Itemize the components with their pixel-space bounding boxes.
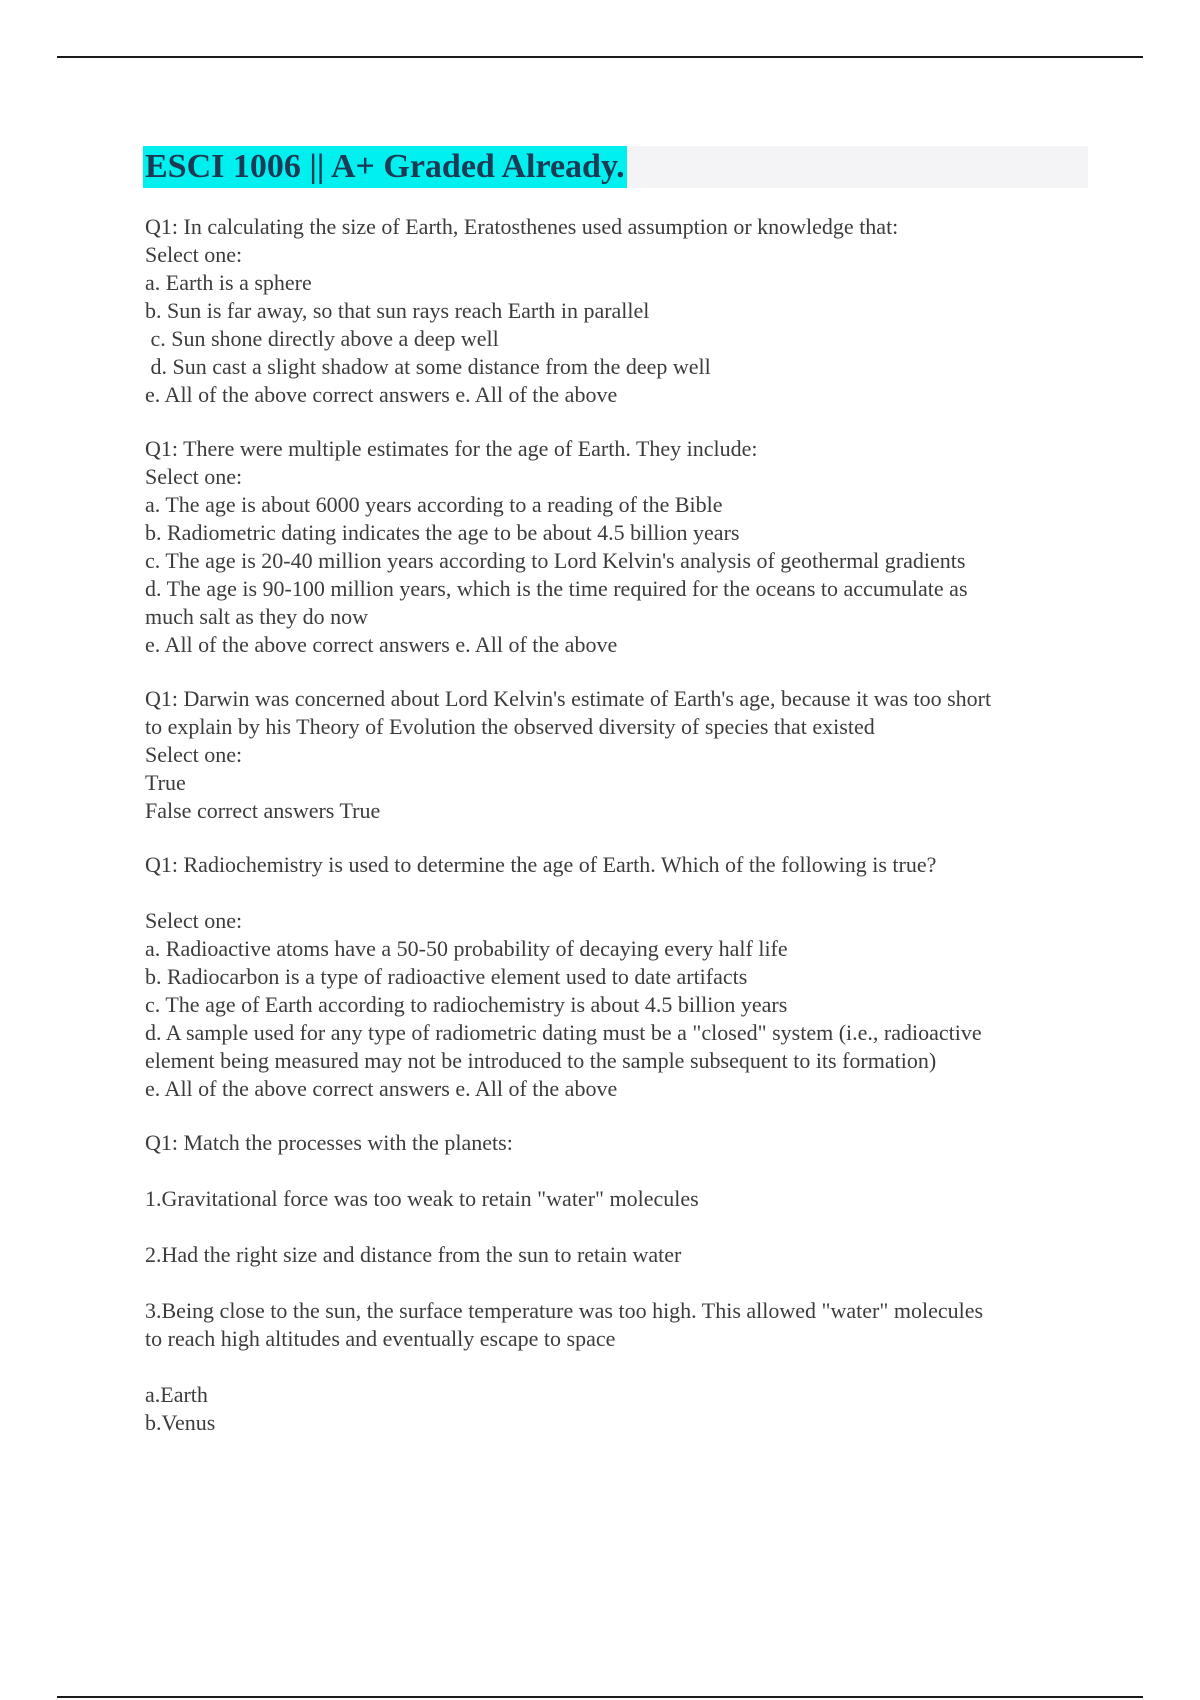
- spacer: [145, 1269, 1090, 1297]
- option-c: c. The age is 20-40 million years according to Lord Kelvin's analysis of geothermal gradients: [145, 548, 966, 573]
- option-false-answer: False correct answers True: [145, 798, 381, 823]
- option-a: a. Radioactive atoms have a 50-50 probability of decaying every half life: [145, 936, 788, 961]
- option-b: b. Radiocarbon is a type of radioactive element used to date artifacts: [145, 964, 748, 989]
- option-e-answer: e. All of the above correct answers e. All of the above: [145, 1076, 618, 1101]
- document-title: ESCI 1006 || A+ Graded Already.: [143, 146, 627, 188]
- process-item-3: 3.Being close to the sun, the surface temperature was too high. This allowed "water" molecules: [145, 1298, 984, 1323]
- spacer: [145, 879, 1090, 907]
- bottom-rule: [57, 1696, 1143, 1698]
- option-a: a. The age is about 6000 years according to a reading of the Bible: [145, 492, 723, 517]
- option-d: d. The age is 90-100 million years, which is the time required for the oceans to accumulate as: [145, 576, 968, 601]
- option-e-answer: e. All of the above correct answers e. All of the above: [145, 382, 618, 407]
- option-e-answer: e. All of the above correct answers e. All of the above: [145, 632, 618, 657]
- option-a: a. Earth is a sphere: [145, 270, 312, 295]
- select-one-label: Select one:: [145, 908, 243, 933]
- question-prompt: Q1: Radiochemistry is used to determine the age of Earth. Which of the following is true?: [145, 852, 937, 877]
- option-b: b. Radiometric dating indicates the age to be about 4.5 billion years: [145, 520, 740, 545]
- option-b: b. Sun is far away, so that sun rays reach Earth in parallel: [145, 298, 650, 323]
- question-1: [145, 213, 1090, 409]
- select-one-label: Select one:: [145, 464, 243, 489]
- question-5: [145, 1129, 1090, 1437]
- question-2: [145, 435, 1090, 659]
- spacer: [145, 1213, 1090, 1241]
- question-prompt: Q1: There were multiple estimates for the age of Earth. They include:: [145, 436, 758, 461]
- document-body: [145, 146, 1090, 1437]
- process-item-2: 2.Had the right size and distance from the sun to retain water: [145, 1242, 682, 1267]
- planet-a: a.Earth: [145, 1382, 208, 1407]
- question-prompt-continued: to explain by his Theory of Evolution the observed diversity of species that existed: [145, 714, 875, 739]
- question-4: [145, 851, 1090, 1103]
- planet-b: b.Venus: [145, 1410, 216, 1435]
- select-one-label: Select one:: [145, 242, 243, 267]
- option-c: c. The age of Earth according to radiochemistry is about 4.5 billion years: [145, 992, 788, 1017]
- spacer: [145, 1353, 1090, 1381]
- option-d-continued: much salt as they do now: [145, 604, 369, 629]
- question-prompt: Q1: Match the processes with the planets:: [145, 1130, 513, 1155]
- option-d-continued: element being measured may not be introduced to the sample subsequent to its formation): [145, 1048, 937, 1073]
- option-d: d. Sun cast a slight shadow at some distance from the deep well: [145, 354, 711, 379]
- question-3: [145, 685, 1090, 825]
- title-band: [143, 146, 1088, 188]
- option-true: True: [145, 770, 186, 795]
- question-prompt: Q1: In calculating the size of Earth, Eratosthenes used assumption or knowledge that:: [145, 214, 899, 239]
- select-one-label: Select one:: [145, 742, 243, 767]
- process-item-1: 1.Gravitational force was too weak to retain "water" molecules: [145, 1186, 699, 1211]
- option-c: c. Sun shone directly above a deep well: [145, 326, 499, 351]
- question-prompt: Q1: Darwin was concerned about Lord Kelvin's estimate of Earth's age, because it was too short: [145, 686, 992, 711]
- process-item-3-continued: to reach high altitudes and eventually escape to space: [145, 1326, 616, 1351]
- spacer: [145, 1157, 1090, 1185]
- option-d: d. A sample used for any type of radiometric dating must be a "closed" system (i.e., radioactive: [145, 1020, 982, 1045]
- top-rule: [57, 56, 1143, 58]
